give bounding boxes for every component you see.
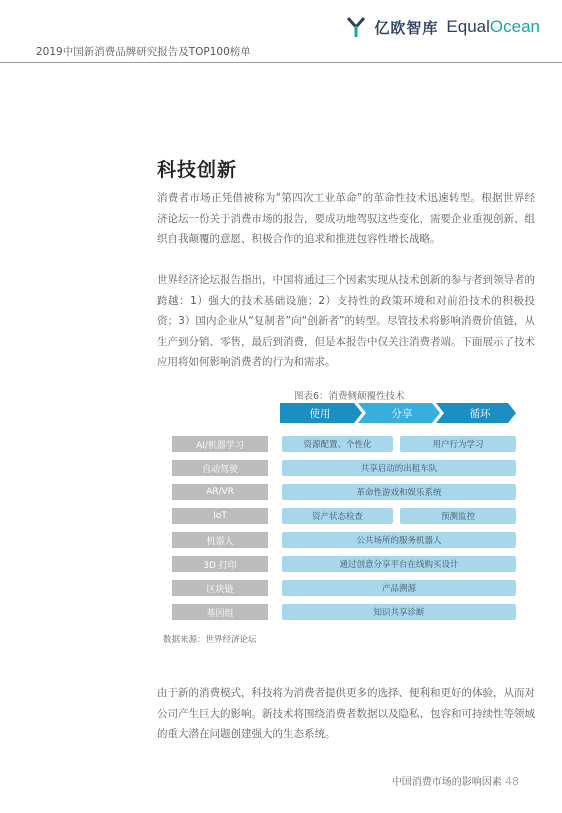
figure-title: 图表6：消费侧颠覆性技术 <box>294 391 405 402</box>
page-number: 48 <box>505 775 519 788</box>
stage-share: 分享 <box>391 407 413 420</box>
row-label-ai: AI/机器学习 <box>172 436 268 452</box>
header-divider <box>0 62 562 63</box>
cell-ai-2: 用户行为学习 <box>400 436 516 452</box>
cell-robot: 公共场所的服务机器人 <box>282 532 516 548</box>
cell-iot-2: 预测监控 <box>400 508 516 524</box>
paragraph-1: 消费者市场正凭借被称为“第四次工业革命”的革命性技术迅速转型。根据世界经济论坛一份关于消费市场的报告，要成功地驾驭这些变化，需要企业重视创新、组织自我颠覆的意愿、积极合作的追求和推进包容性增长战略。 <box>157 192 535 245</box>
header-logo <box>346 14 540 40</box>
paragraph-2: 世界经济论坛报告指出，中国将通过三个因素实现从技术创新的参与者到领导者的跨越：1）强大的技术基础设施；2）支持性的政策环境和对前沿技术的积极投资；3）国内企业从“复制者”向“创新者”的转型。尽管技术将影响消费价值链，从生产到分销、零售，最后到消费，但是本报告中仅关注消费者端。下面展示了技术应用将如何影响消费者的行为和需求。 <box>157 274 535 368</box>
cell-autodrive: 共享启动的出租车队 <box>282 460 516 476</box>
footer-label: 中国消费市场的影响因素 <box>391 777 502 788</box>
cell-ai-1: 资源配置、个性化 <box>282 436 393 452</box>
cell-genome: 知识共享诊断 <box>282 604 516 620</box>
yiou-logo-icon <box>346 16 366 38</box>
page-footer <box>392 773 519 788</box>
row-label-robot: 机器人 <box>172 532 268 548</box>
row-label-blockchain: 区块链 <box>172 580 268 596</box>
stage-recycle: 循环 <box>469 407 491 420</box>
cell-3dprint: 通过创意分享平台在线购买设计 <box>282 556 516 572</box>
row-label-arvr: AR/VR <box>172 484 268 500</box>
brand-en: EqualOcean <box>446 17 540 36</box>
cell-arvr: 革命性游戏和娱乐系统 <box>282 484 516 500</box>
cell-blockchain: 产品溯源 <box>282 580 516 596</box>
section-title: 科技创新 <box>157 159 238 181</box>
stage-use: 使用 <box>309 407 331 420</box>
row-label-autodrive: 自动驾驶 <box>172 460 268 476</box>
cell-iot-1: 资产状态检查 <box>282 508 393 524</box>
row-label-3dprint: 3D 打印 <box>172 556 268 572</box>
brand-cn: 亿欧智库 <box>374 18 439 37</box>
row-label-genome: 基因组 <box>172 604 268 620</box>
row-label-iot: IoT <box>172 508 268 524</box>
paragraph-3: 由于新的消费模式，科技将为消费者提供更多的选择、便利和更好的体验，从而对公司产生巨大的影响。新技术将围绕消费者数据以及隐私、包容和可持续性等领域的重大潜在问题创建强大的生态系统。 <box>157 687 535 740</box>
figure-source: 数据来源：世界经济论坛 <box>163 635 257 645</box>
document-title: 2019中国新消费品牌研究报告及TOP100榜单 <box>36 46 251 58</box>
